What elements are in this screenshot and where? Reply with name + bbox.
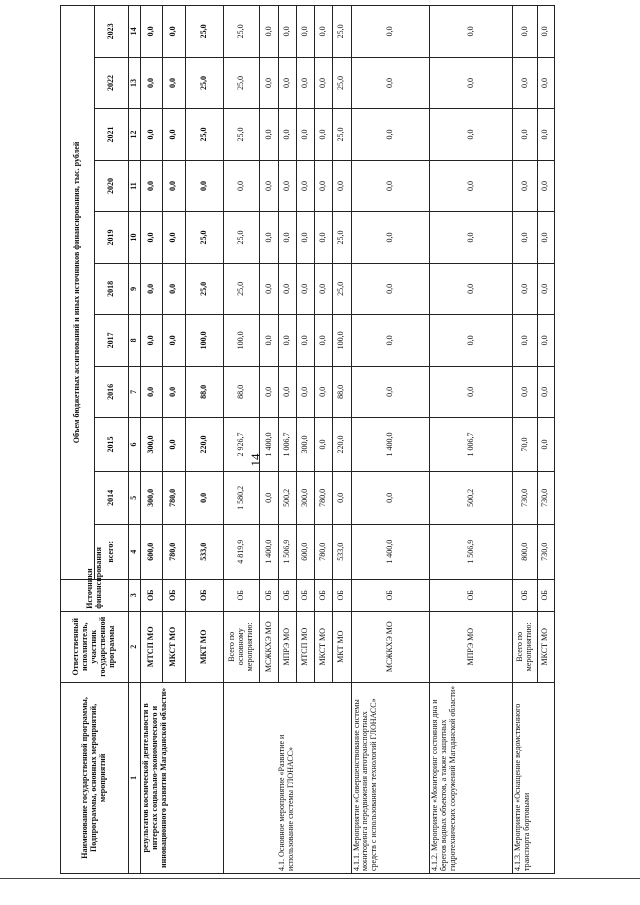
value-cell: 0,0 — [141, 212, 163, 263]
value-cell: 0,0 — [163, 6, 185, 58]
value-cell: 0,0 — [260, 212, 278, 263]
value-cell: 0,0 — [141, 263, 163, 314]
value-cell: 25,0 — [333, 212, 351, 263]
executor-cell: МКТ МО — [185, 611, 223, 682]
value-cell: 0,0 — [315, 366, 333, 417]
source-cell: ОБ — [333, 579, 351, 611]
value-cell: 0,0 — [351, 57, 430, 108]
source-cell: ОБ — [185, 579, 223, 611]
value-cell: 0,0 — [141, 315, 163, 366]
value-cell: 1 506,9 — [278, 524, 296, 579]
value-cell: 25,0 — [333, 6, 351, 58]
value-cell: 0,0 — [513, 315, 537, 366]
column-number: 13 — [129, 57, 141, 108]
value-cell: 0,0 — [223, 160, 259, 211]
header-year: 2014 — [95, 472, 129, 525]
value-cell: 1 006,7 — [430, 418, 513, 472]
value-cell: 220,0 — [185, 418, 223, 472]
value-cell: 0,0 — [141, 160, 163, 211]
value-cell: 730,0 — [537, 472, 554, 525]
value-cell: 1 400,0 — [260, 418, 278, 472]
value-cell: 0,0 — [537, 315, 554, 366]
header-year: 2015 — [95, 418, 129, 472]
value-cell: 25,0 — [223, 263, 259, 314]
source-cell: ОБ — [260, 579, 278, 611]
value-cell: 533,0 — [333, 524, 351, 579]
value-cell: 70,0 — [513, 418, 537, 472]
value-cell: 25,0 — [185, 263, 223, 314]
value-cell: 0,0 — [430, 160, 513, 211]
value-cell: 0,0 — [278, 263, 296, 314]
column-number: 6 — [129, 418, 141, 472]
header-year: 2016 — [95, 366, 129, 417]
source-cell: ОБ — [351, 579, 430, 611]
executor-cell: МСЖКХЭ МО — [351, 611, 430, 682]
column-number: 9 — [129, 263, 141, 314]
value-cell: 0,0 — [296, 315, 314, 366]
value-cell: 500,2 — [430, 472, 513, 525]
value-cell: 1 400,0 — [260, 524, 278, 579]
value-cell: 0,0 — [163, 366, 185, 417]
value-cell: 0,0 — [513, 160, 537, 211]
executor-cell: МКСТ МО — [315, 611, 333, 682]
column-number: 14 — [129, 6, 141, 58]
value-cell: 500,2 — [278, 472, 296, 525]
value-cell: 0,0 — [296, 366, 314, 417]
value-cell: 0,0 — [315, 57, 333, 108]
value-cell: 0,0 — [278, 366, 296, 417]
value-cell: 0,0 — [315, 6, 333, 58]
value-cell: 0,0 — [537, 418, 554, 472]
value-cell: 0,0 — [163, 160, 185, 211]
value-cell: 0,0 — [296, 6, 314, 58]
value-cell: 780,0 — [163, 472, 185, 525]
value-cell: 88,0 — [185, 366, 223, 417]
value-cell: 0,0 — [296, 109, 314, 160]
table-row — [513, 6, 537, 874]
value-cell: 0,0 — [351, 263, 430, 314]
value-cell: 0,0 — [141, 6, 163, 58]
value-cell: 0,0 — [315, 263, 333, 314]
value-cell: 0,0 — [163, 57, 185, 108]
value-cell: 0,0 — [296, 263, 314, 314]
header-total: всего: — [95, 524, 129, 579]
value-cell: 0,0 — [333, 472, 351, 525]
table-row — [351, 6, 430, 874]
header-year: 2018 — [95, 263, 129, 314]
source-cell: ОБ — [163, 579, 185, 611]
footer-rule — [0, 878, 640, 879]
item-name: 4.1. Основное мероприятие «Развитие и использование системы ГЛОНАСС» — [223, 682, 351, 873]
item-name: 4.1.3. Мероприятие «Оснащение ведомственного транспорта бортовыми — [513, 682, 555, 873]
source-cell: ОБ — [315, 579, 333, 611]
header-year: 2023 — [95, 6, 129, 58]
executor-cell: МКТ МО — [333, 611, 351, 682]
value-cell: 25,0 — [333, 109, 351, 160]
value-cell: 0,0 — [315, 418, 333, 472]
table-row — [430, 6, 513, 874]
value-cell: 25,0 — [223, 57, 259, 108]
value-cell: 0,0 — [513, 6, 537, 58]
header-volume: Объем бюджетных ассигнований и иных источников финансирования, тыс. рублей — [61, 6, 95, 580]
header-executor: Ответственный исполнитель, участник государственной программы — [61, 611, 129, 682]
column-number: 8 — [129, 315, 141, 366]
source-cell: ОБ — [430, 579, 513, 611]
value-cell: 780,0 — [163, 524, 185, 579]
value-cell: 300,0 — [141, 418, 163, 472]
value-cell: 0,0 — [513, 212, 537, 263]
value-cell: 0,0 — [537, 366, 554, 417]
value-cell: 25,0 — [223, 6, 259, 58]
value-cell: 1 006,7 — [278, 418, 296, 472]
value-cell: 0,0 — [260, 109, 278, 160]
value-cell: 0,0 — [351, 366, 430, 417]
value-cell: 0,0 — [141, 109, 163, 160]
value-cell: 0,0 — [513, 109, 537, 160]
source-cell: ОБ — [537, 579, 554, 611]
value-cell: 25,0 — [333, 57, 351, 108]
column-number: 1 — [129, 682, 141, 873]
value-cell: 0,0 — [351, 212, 430, 263]
value-cell: 0,0 — [141, 366, 163, 417]
page-number: 14 — [248, 453, 263, 467]
table-row — [223, 6, 259, 874]
value-cell: 300,0 — [296, 472, 314, 525]
item-name: 4.1.1. Мероприятие «Совершенствование системы мониторинга передвижения автотранспортных средств с использованием технологий ГЛОНАСС» — [351, 682, 430, 873]
value-cell: 0,0 — [513, 263, 537, 314]
executor-cell: МПРЭ МО — [278, 611, 296, 682]
value-cell: 0,0 — [260, 57, 278, 108]
rotated-table-container — [60, 5, 555, 874]
value-cell: 0,0 — [513, 57, 537, 108]
financing-table — [60, 5, 555, 874]
value-cell: 533,0 — [185, 524, 223, 579]
executor-cell: МТСП МО — [141, 611, 163, 682]
executor-cell: МПРЭ МО — [430, 611, 513, 682]
value-cell: 220,0 — [333, 418, 351, 472]
value-cell: 1 400,0 — [351, 418, 430, 472]
value-cell: 0,0 — [430, 315, 513, 366]
value-cell: 0,0 — [351, 315, 430, 366]
value-cell: 0,0 — [537, 109, 554, 160]
value-cell: 25,0 — [185, 109, 223, 160]
value-cell: 0,0 — [430, 212, 513, 263]
value-cell: 100,0 — [185, 315, 223, 366]
value-cell: 0,0 — [163, 418, 185, 472]
value-cell: 0,0 — [430, 263, 513, 314]
executor-cell: МКСТ МО — [163, 611, 185, 682]
value-cell: 0,0 — [333, 160, 351, 211]
value-cell: 0,0 — [163, 263, 185, 314]
value-cell: 0,0 — [260, 160, 278, 211]
value-cell: 600,0 — [296, 524, 314, 579]
value-cell: 0,0 — [537, 263, 554, 314]
value-cell: 4 819,9 — [223, 524, 259, 579]
column-number: 3 — [129, 579, 141, 611]
column-number: 2 — [129, 611, 141, 682]
value-cell: 0,0 — [430, 57, 513, 108]
value-cell: 2 926,7 — [223, 418, 259, 472]
value-cell: 0,0 — [163, 212, 185, 263]
header-name: Наименование государственной программы, Подпрограммы, основных мероприятий, мероприятий — [61, 682, 129, 873]
value-cell: 0,0 — [260, 472, 278, 525]
value-cell: 0,0 — [260, 6, 278, 58]
value-cell: 0,0 — [351, 6, 430, 58]
value-cell: 1 400,0 — [351, 524, 430, 579]
value-cell: 25,0 — [333, 263, 351, 314]
value-cell: 25,0 — [185, 212, 223, 263]
value-cell: 0,0 — [315, 315, 333, 366]
value-cell: 88,0 — [333, 366, 351, 417]
value-cell: 0,0 — [351, 472, 430, 525]
value-cell: 300,0 — [296, 418, 314, 472]
value-cell: 0,0 — [537, 57, 554, 108]
value-cell: 0,0 — [430, 109, 513, 160]
value-cell: 1 580,2 — [223, 472, 259, 525]
column-number: 11 — [129, 160, 141, 211]
value-cell: 25,0 — [223, 109, 259, 160]
value-cell: 730,0 — [513, 472, 537, 525]
source-cell: ОБ — [513, 579, 537, 611]
value-cell: 0,0 — [260, 366, 278, 417]
value-cell: 0,0 — [296, 160, 314, 211]
source-cell: ОБ — [296, 579, 314, 611]
value-cell: 0,0 — [278, 6, 296, 58]
value-cell: 1 506,9 — [430, 524, 513, 579]
value-cell: 0,0 — [315, 212, 333, 263]
executor-cell: МТСП МО — [296, 611, 314, 682]
value-cell: 730,0 — [537, 524, 554, 579]
value-cell: 0,0 — [163, 109, 185, 160]
value-cell: 0,0 — [296, 212, 314, 263]
value-cell: 0,0 — [278, 212, 296, 263]
value-cell: 0,0 — [430, 366, 513, 417]
value-cell: 780,0 — [315, 524, 333, 579]
value-cell: 0,0 — [278, 315, 296, 366]
column-number: 5 — [129, 472, 141, 525]
value-cell: 300,0 — [141, 472, 163, 525]
value-cell: 25,0 — [185, 6, 223, 58]
source-cell: ОБ — [223, 579, 259, 611]
executor-cell: Всего по основному мероприятию: — [223, 611, 259, 682]
value-cell: 0,0 — [278, 109, 296, 160]
value-cell: 0,0 — [513, 366, 537, 417]
item-name: 4.1.2. Мероприятие «Мониторинг состояния дна и берегов водных объектов, а также защитных гидротехнических сооружений Магаданской области» — [430, 682, 513, 873]
value-cell: 0,0 — [296, 57, 314, 108]
header-source: Источники финансирования — [61, 579, 129, 611]
executor-cell: МСЖКХЭ МО — [260, 611, 278, 682]
column-number: 7 — [129, 366, 141, 417]
value-cell: 0,0 — [278, 57, 296, 108]
value-cell: 0,0 — [278, 160, 296, 211]
header-year: 2020 — [95, 160, 129, 211]
executor-cell: МКСТ МО — [537, 611, 554, 682]
column-number: 10 — [129, 212, 141, 263]
table-row — [141, 6, 163, 874]
executor-cell: Всего по мероприятию: — [513, 611, 537, 682]
value-cell: 0,0 — [185, 160, 223, 211]
header-year: 2019 — [95, 212, 129, 263]
item-name: результатов космической деятельности в интересах социально-экономического и инновационного развития Магаданской области» — [141, 682, 224, 873]
header-year: 2017 — [95, 315, 129, 366]
value-cell: 0,0 — [430, 6, 513, 58]
value-cell: 0,0 — [537, 160, 554, 211]
value-cell: 0,0 — [141, 57, 163, 108]
value-cell: 100,0 — [223, 315, 259, 366]
value-cell: 0,0 — [537, 212, 554, 263]
header-year: 2022 — [95, 57, 129, 108]
value-cell: 800,0 — [513, 524, 537, 579]
value-cell: 88,0 — [223, 366, 259, 417]
value-cell: 25,0 — [223, 212, 259, 263]
value-cell: 0,0 — [351, 160, 430, 211]
value-cell: 600,0 — [141, 524, 163, 579]
value-cell: 0,0 — [537, 6, 554, 58]
value-cell: 0,0 — [315, 109, 333, 160]
header-year: 2021 — [95, 109, 129, 160]
value-cell: 0,0 — [351, 109, 430, 160]
value-cell: 0,0 — [185, 472, 223, 525]
value-cell: 25,0 — [185, 57, 223, 108]
source-cell: ОБ — [141, 579, 163, 611]
value-cell: 100,0 — [333, 315, 351, 366]
value-cell: 0,0 — [163, 315, 185, 366]
source-cell: ОБ — [278, 579, 296, 611]
column-number: 4 — [129, 524, 141, 579]
column-number: 12 — [129, 109, 141, 160]
value-cell: 0,0 — [260, 315, 278, 366]
value-cell: 0,0 — [315, 160, 333, 211]
column-numbers-row — [129, 6, 141, 874]
value-cell: 780,0 — [315, 472, 333, 525]
value-cell: 0,0 — [260, 263, 278, 314]
